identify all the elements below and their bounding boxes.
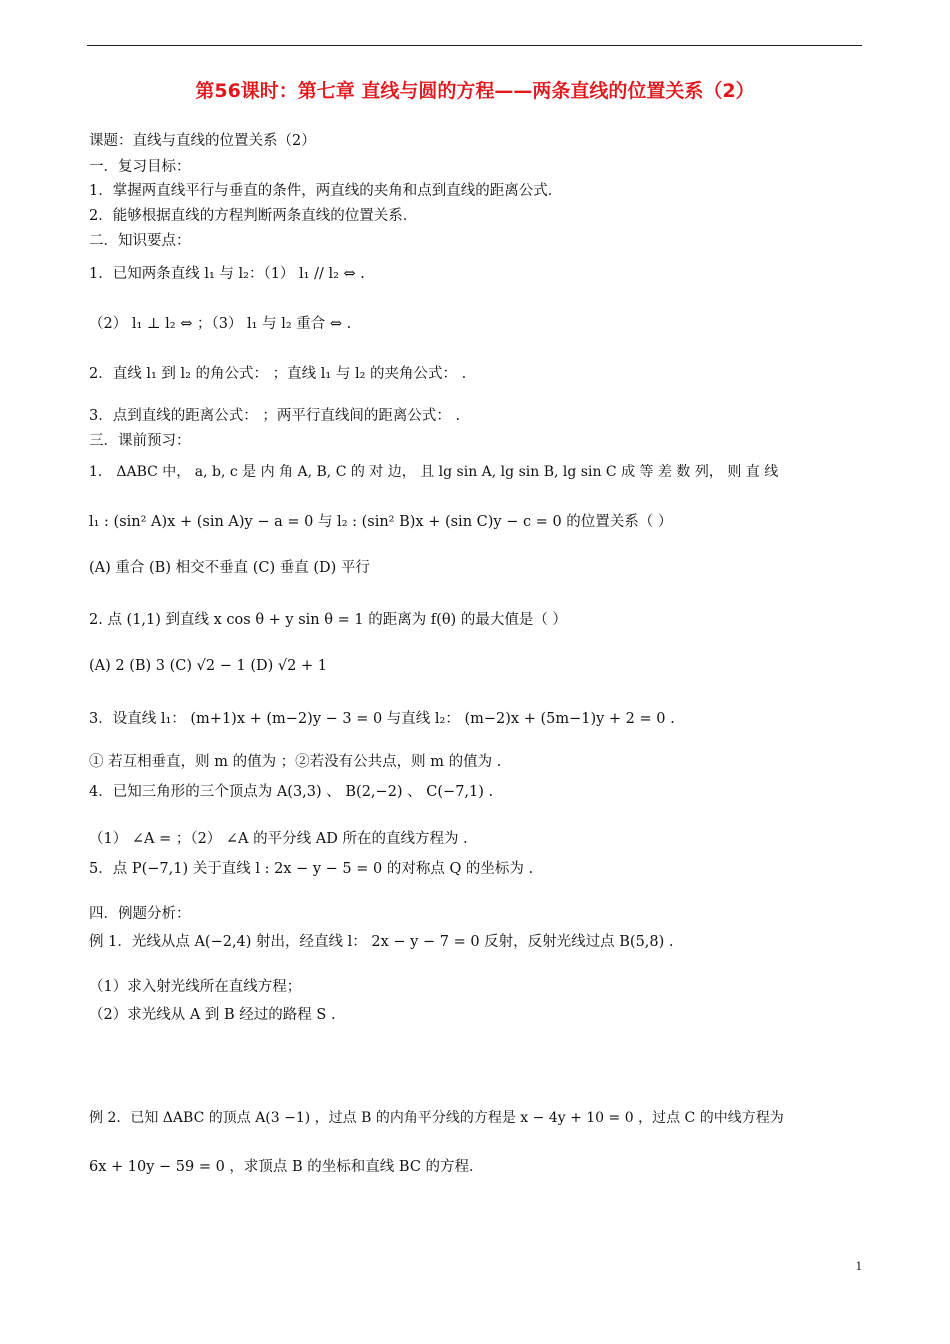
key-point-1b: （2） l₁ ⊥ l₂ ⇔ ；（3） l₁ 与 l₂ 重合 ⇔ . [89, 316, 352, 332]
section-heading-preview: 三．课前预习： [89, 433, 191, 449]
key-point-1a: 1．已知两条直线 l₁ 与 l₂：（1） l₁ // l₂ ⇔ . [89, 266, 365, 282]
preview-question-1-stem: 1． ΔABC 中， a, b, c 是 内 角 A, B, C 的 对 边， 且 lg sin A, lg sin B, lg sin C 成 等 差 数 列， 则 直 线 [89, 464, 779, 480]
lesson-topic: 课题：直线与直线的位置关系（2） [89, 133, 316, 149]
example-1-part-1: （1）求入射光线所在直线方程； [89, 979, 302, 995]
preview-question-3-parts: ① 若互相垂直，则 m 的值为 ；②若没有公共点，则 m 的值为 . [89, 754, 502, 770]
preview-question-4-parts: （1） ∠A = ；（2） ∠A 的平分线 AD 所在的直线方程为 . [89, 831, 468, 847]
key-point-2: 2．直线 l₁ 到 l₂ 的角公式： ；直线 l₁ 与 l₂ 的夹角公式： . [89, 366, 467, 382]
section-heading-review-goals: 一．复习目标： [89, 159, 191, 175]
header-rule [87, 45, 862, 46]
example-2-continuation: 6x + 10y − 59 = 0 ，求顶点 B 的坐标和直线 BC 的方程． [89, 1159, 484, 1175]
preview-question-2-options: (A) 2 (B) 3 (C) √2 − 1 (D) √2 + 1 [89, 658, 327, 674]
example-2-stem: 例 2．已知 ΔABC 的顶点 A(3 −1) ，过点 B 的内角平分线的方程是 x − 4y + 10 = 0 ，过点 C 的中线方程为 [89, 1110, 784, 1126]
preview-question-3-stem: 3．设直线 l₁： (m+1)x + (m−2)y − 3 = 0 与直线 l₂： (m−2)x + (5m−1)y + 2 = 0 . [89, 711, 675, 727]
goal-1: 1．掌握两直线平行与垂直的条件，两直线的夹角和点到直线的距离公式． [89, 183, 563, 199]
preview-question-4-stem: 4．已知三角形的三个顶点为 A(3,3) 、 B(2,−2) 、 C(−7,1) . [89, 784, 494, 800]
key-point-3: 3．点到直线的距离公式： ；两平行直线间的距离公式： . [89, 408, 461, 424]
preview-question-1-lines: l₁ : (sin² A)x + (sin A)y − a = 0 与 l₂ : (sin² B)x + (sin C)y − c = 0 的位置关系（ ） [89, 514, 673, 530]
preview-question-2-stem: 2. 点 (1,1) 到直线 x cos θ + y sin θ = 1 的距离为 f(θ) 的最大值是（ ） [89, 612, 567, 628]
section-heading-key-points: 二．知识要点： [89, 233, 191, 249]
section-heading-examples: 四．例题分析： [89, 906, 191, 922]
page-number: 1 [855, 1258, 862, 1273]
goal-2: 2．能够根据直线的方程判断两条直线的位置关系． [89, 208, 418, 224]
preview-question-1-options: (A) 重合 (B) 相交不垂直 (C) 垂直 (D) 平行 [89, 560, 370, 576]
page-title: 第56课时：第七章 直线与圆的方程——两条直线的位置关系（2） [195, 80, 755, 102]
example-1-stem: 例 1．光线从点 A(−2,4) 射出，经直线 l： 2x − y − 7 = 0 反射，反射光线过点 B(5,8) . [89, 934, 674, 950]
example-1-part-2: （2）求光线从 A 到 B 经过的路程 S . [89, 1007, 336, 1023]
preview-question-5: 5．点 P(−7,1) 关于直线 l : 2x − y − 5 = 0 的对称点 Q 的坐标为 . [89, 861, 534, 877]
